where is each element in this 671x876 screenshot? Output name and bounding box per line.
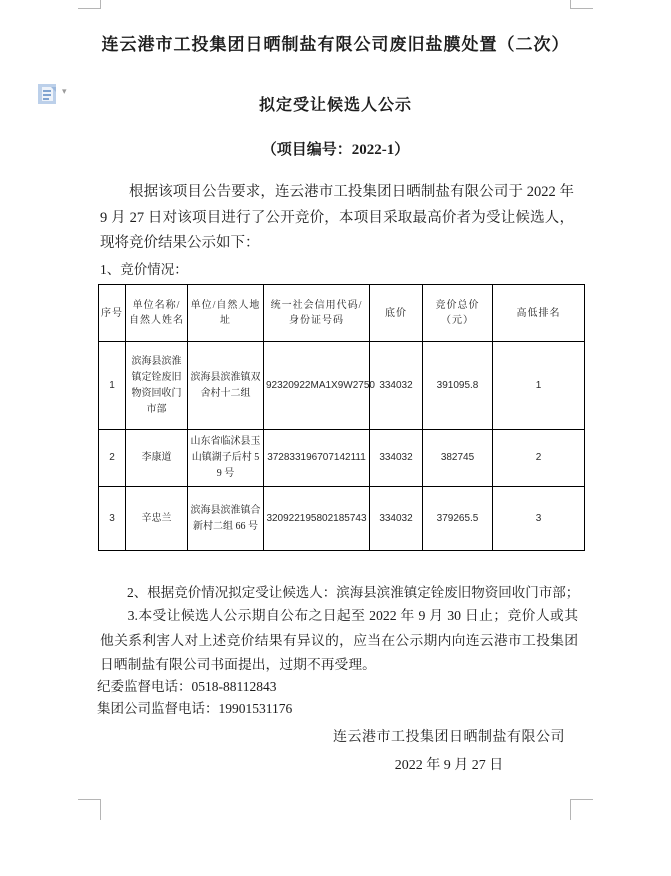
cell-total-bid: 391095.8 [423, 342, 493, 430]
cell-total-bid: 379265.5 [423, 487, 493, 551]
cell-total-bid: 382745 [423, 430, 493, 487]
cell-rank: 2 [493, 430, 585, 487]
col-header-name: 单位名称/自然人姓名 [126, 285, 188, 342]
cell-base-price: 334032 [370, 487, 423, 551]
crop-mark-bottom-left [78, 799, 101, 800]
cell-index: 2 [99, 430, 126, 487]
signature-date: 2022 年 9 月 27 日 [394, 758, 504, 773]
col-header-rank: 高低排名 [493, 285, 585, 342]
cell-address: 滨海县滨淮镇合新村二组 66 号 [188, 487, 264, 551]
objection-paragraph: 3.本受让候选人公示期自公布之日起至 2022 年 9 月 30 日止；竞价人或其他关系利害人对上述竞价结果有异议的，应当在公示期内向连云港市工投集团日晒制盐有限公司书面提出，过期不再受理。 [100, 608, 578, 672]
table-row [99, 342, 585, 430]
doc-title: 连云港市工投集团日晒制盐有限公司废旧盐膜处置（二次） [101, 35, 570, 54]
chevron-down-icon[interactable]: ▾ [62, 87, 67, 97]
cell-name: 滨海县滨淮镇定铨废旧物资回收门市部 [126, 342, 188, 430]
cell-base-price: 334032 [370, 430, 423, 487]
table-row [99, 430, 585, 487]
col-header-total-bid: 竞价总价（元） [423, 285, 493, 342]
project-number: （项目编号：2022-1） [261, 142, 410, 158]
crop-mark-top-left [78, 8, 101, 9]
col-header-base-price: 底价 [370, 285, 423, 342]
bidding-table [98, 284, 585, 551]
signature-block [333, 726, 565, 774]
col-header-address: 单位/自然人地址 [188, 285, 264, 342]
cell-address: 滨海县滨淮镇双舍村十二组 [188, 342, 264, 430]
candidate-paragraph: 2、根据竞价情况拟定受让候选人：滨海县滨淮镇定铨废旧物资回收门市部； [127, 585, 580, 600]
cell-address: 山东省临沭县玉山镇湖子后村 59 号 [188, 430, 264, 487]
paste-options-icon [38, 84, 56, 104]
cell-base-price: 334032 [370, 342, 423, 430]
cell-credit-code: 92320922MA1X9W2750 [264, 342, 370, 430]
cell-credit-code: 320922195802185743 [264, 487, 370, 551]
cell-name: 李康道 [126, 430, 188, 487]
section1-label: 1、竞价情况： [100, 262, 188, 277]
cell-name: 辛忠兰 [126, 487, 188, 551]
intro-paragraph: 根据该项目公告要求，连云港市工投集团日晒制盐有限公司于 2022 年 9 月 27 日对该项目进行了公开竞价，本项目采取最高价者为受让候选人，现将竞价结果公示如下： [100, 184, 574, 251]
crop-mark-top-left [100, 0, 101, 8]
table-header-row [99, 285, 585, 342]
cell-index: 3 [99, 487, 126, 551]
crop-mark-bottom-left [100, 799, 101, 820]
col-header-index: 序号 [99, 285, 126, 342]
table-row [99, 487, 585, 551]
crop-mark-bottom-right [570, 799, 593, 800]
crop-mark-bottom-right [570, 799, 571, 820]
group-phone: 集团公司监督电话：19901531176 [97, 701, 293, 716]
col-header-credit-code: 统一社会信用代码/身份证号码 [264, 285, 370, 342]
doc-subtitle: 拟定受让候选人公示 [258, 97, 412, 114]
cell-index: 1 [99, 342, 126, 430]
crop-mark-top-right [570, 8, 593, 9]
crop-mark-top-right [570, 0, 571, 8]
cell-rank: 1 [493, 342, 585, 430]
cell-credit-code: 372833196707142111 [264, 430, 370, 487]
signature-company: 连云港市工投集团日晒制盐有限公司 [333, 730, 565, 745]
cell-rank: 3 [493, 487, 585, 551]
discipline-phone: 纪委监督电话：0518-88112843 [97, 679, 277, 694]
